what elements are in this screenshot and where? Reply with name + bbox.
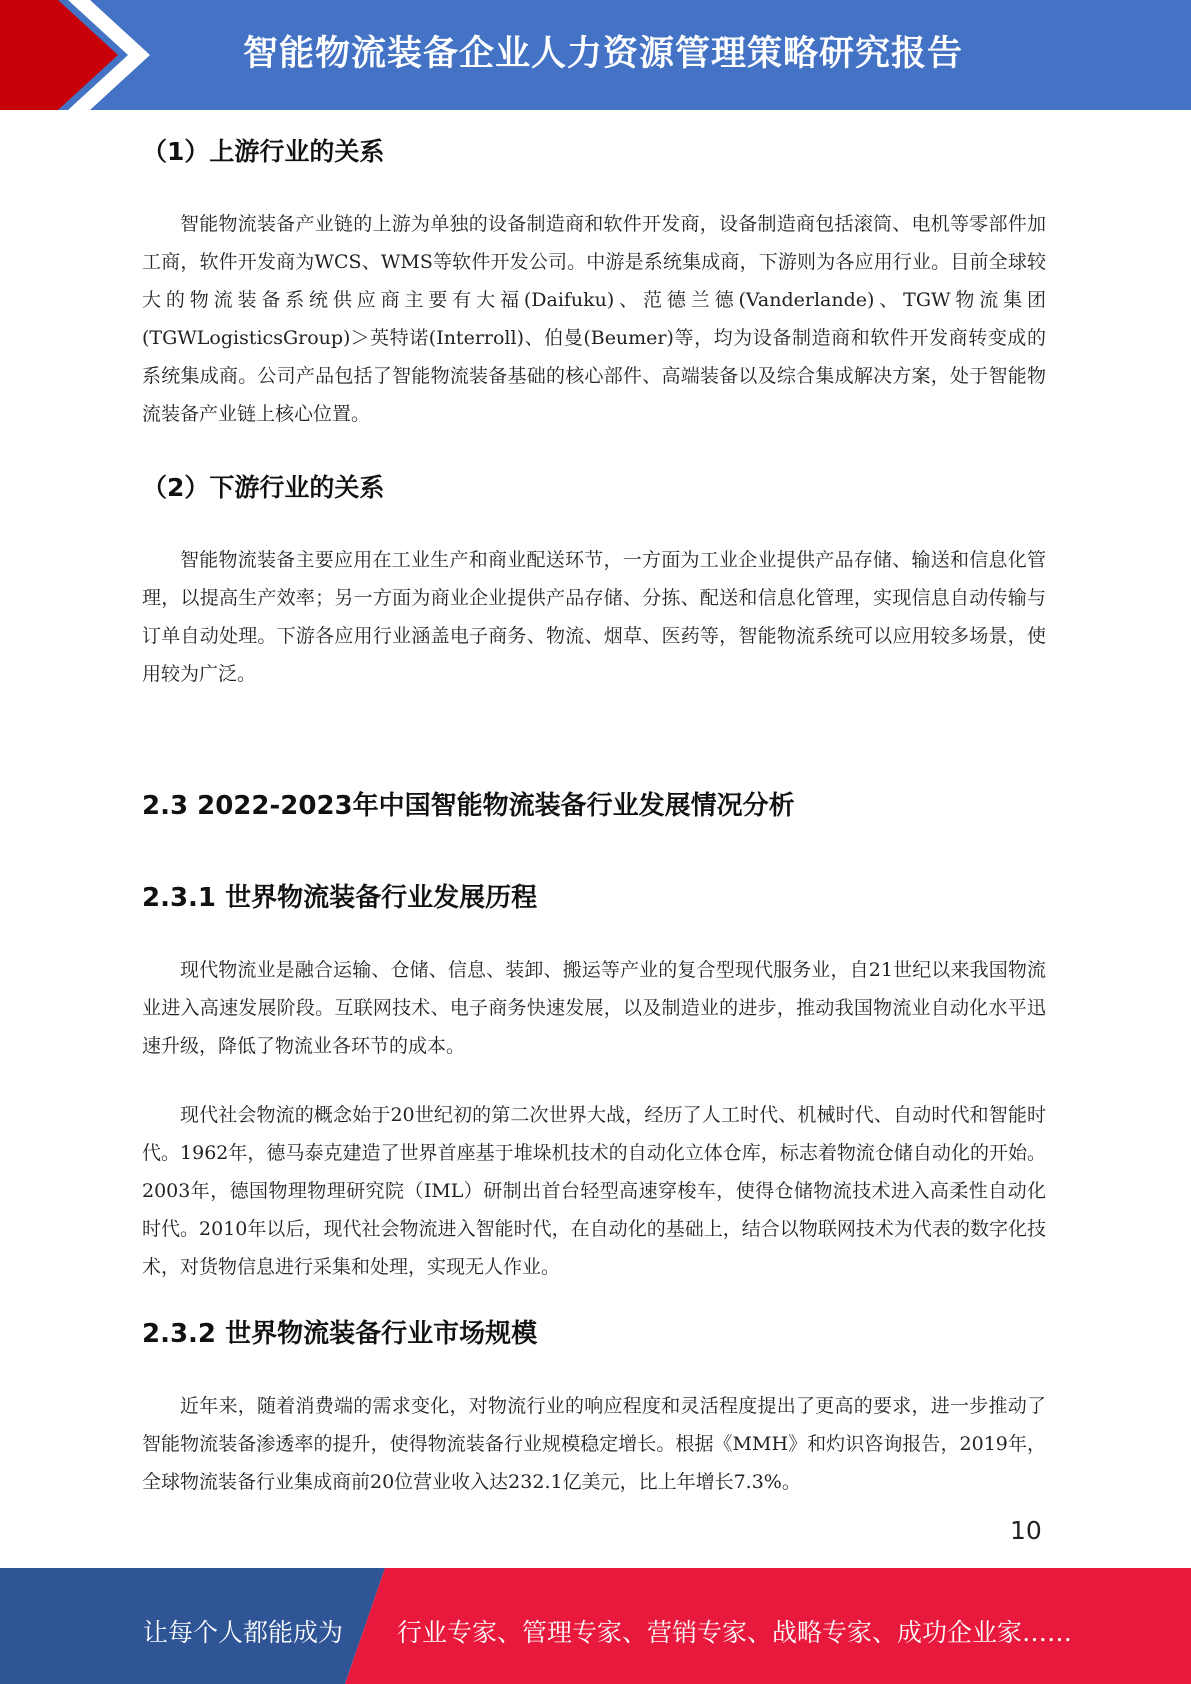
section-heading-2-3-2: 2.3.2 世界物流装备行业市场规模 [142, 1319, 538, 1349]
subsection-heading-downstream: （2）下游行业的关系 [142, 473, 385, 502]
subsection-heading-upstream: （1）上游行业的关系 [142, 137, 385, 166]
page-footer [0, 1568, 1191, 1684]
section-heading-2-3-1: 2.3.1 世界物流装备行业发展历程 [142, 883, 538, 913]
page-number: 10 [1010, 1516, 1042, 1545]
page-header [0, 0, 1191, 110]
paragraph-history-1: 现代物流业是融合运输、仓储、信息、装卸、搬运等产业的复合型现代服务业，自21世纪以来我国物流业进入高速发展阶段。互联网技术、电子商务快速发展，以及制造业的进步，推动我国物流业自动化水平迅速升级，降低了物流业各环节的成本。 [142, 959, 1046, 1057]
paragraph-upstream: 智能物流装备产业链的上游为单独的设备制造商和软件开发商，设备制造商包括滚筒、电机等零部件加工商，软件开发商为WCS、WMS等软件开发公司。中游是系统集成商，下游则为各应用行业。目前全球较大的物流装备系统供应商主要有大福(Daifuku)、范德兰德(Vanderlande)、TGW物流集团(TGWLogisticsGroup)＞英特诺(Interroll)、伯曼(Beumer)等，均为设备制造商和软件开发商转变成的系统集成商。公司产品包括了智能物流装备基础的核心部件、高端装备以及综合集成解决方案，处于智能物流装备产业链上核心位置。 [142, 213, 1046, 425]
paragraph-downstream: 智能物流装备主要应用在工业生产和商业配送环节，一方面为工业企业提供产品存储、输送和信息化管理，以提高生产效率；另一方面为商业企业提供产品存储、分拣、配送和信息化管理，实现信息自动传输与订单自动处理。下游各应用行业涵盖电子商务、物流、烟草、医药等，智能物流系统可以应用较多场景，使用较为广泛。 [142, 549, 1046, 685]
footer-slogan-left: 让每个人都能成为 [143, 1618, 344, 1647]
paragraph-history-2: 现代社会物流的概念始于20世纪初的第二次世界大战，经历了人工时代、机械时代、自动时代和智能时代。1962年，德马泰克建造了世界首座基于堆垛机技术的自动化立体仓库，标志着物流仓储自动化的开始。2003年，德国物理物理研究院（IML）研制出首台轻型高速穿梭车，使得仓储物流技术进入高柔性自动化时代。2010年以后，现代社会物流进入智能时代，在自动化的基础上，结合以物联网技术为代表的数字化技术，对货物信息进行采集和处理，实现无人作业。 [142, 1104, 1046, 1278]
report-title: 智能物流装备企业人力资源管理策略研究报告 [243, 34, 964, 74]
footer-slogan-right: 行业专家、管理专家、营销专家、战略专家、成功企业家…… [397, 1618, 1073, 1647]
section-heading-2-3: 2.3 2022-2023年中国智能物流装备行业发展情况分析 [142, 791, 795, 821]
paragraph-market-size: 近年来，随着消费端的需求变化，对物流行业的响应程度和灵活程度提出了更高的要求，进一步推动了智能物流装备渗透率的提升，使得物流装备行业规模稳定增长。根据《MMH》和灼识咨询报告，2019年，全球物流装备行业集成商前20位营业收入达232.1亿美元，比上年增长7.3%。 [142, 1395, 1046, 1493]
page-content [142, 122, 1046, 1501]
